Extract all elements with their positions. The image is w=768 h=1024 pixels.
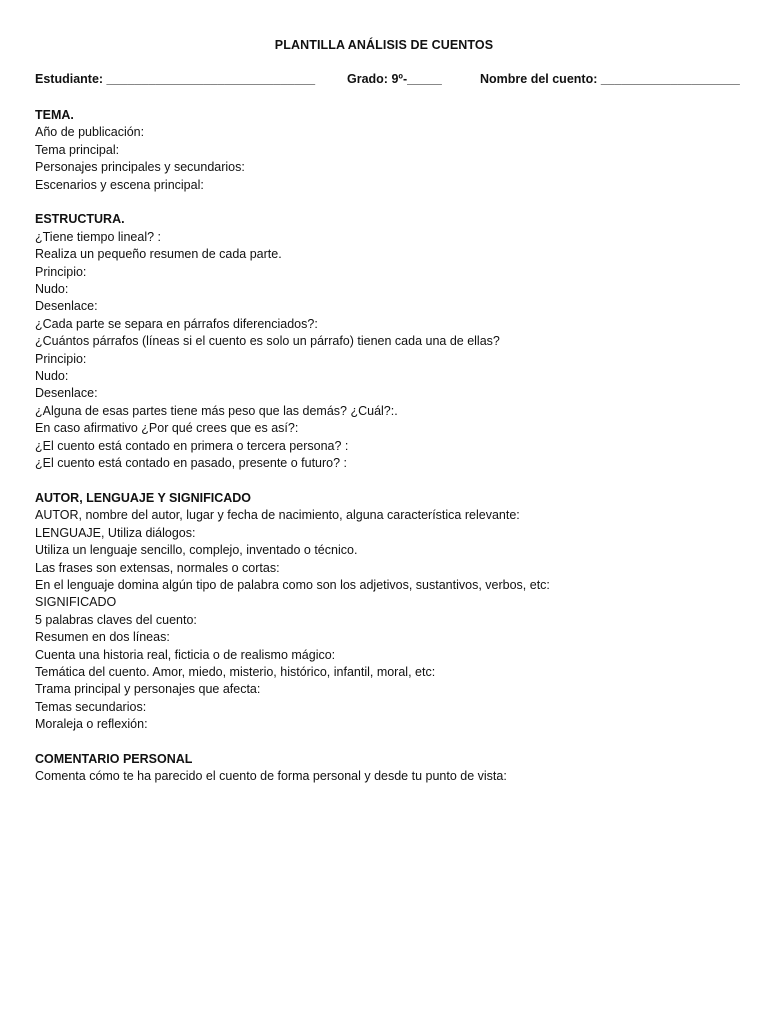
form-line: Nudo: (35, 369, 69, 384)
form-line: ¿Alguna de esas partes tiene más peso que las demás? ¿Cuál?:. (35, 403, 398, 418)
form-line: Principio: (35, 351, 87, 366)
section-estructura (35, 211, 735, 472)
form-line: Principio: (35, 264, 87, 279)
form-line: Desenlace: (35, 299, 98, 314)
form-line: Personajes principales y secundarios: (35, 160, 245, 175)
section-heading: COMENTARIO PERSONAL (35, 751, 193, 766)
form-line: En caso afirmativo ¿Por qué crees que es así?: (35, 421, 299, 436)
form-line: 5 palabras claves del cuento: (35, 612, 197, 627)
form-line: AUTOR, nombre del autor, lugar y fecha de nacimiento, alguna característica relevante: (35, 508, 520, 523)
form-line: ¿Cada parte se separa en párrafos diferenciados?: (35, 316, 318, 331)
form-line: Desenlace: (35, 386, 98, 401)
section-heading: TEMA. (35, 108, 74, 122)
form-line: Utiliza un lenguaje sencillo, complejo, inventado o técnico. (35, 543, 358, 558)
document-title: PLANTILLA ANÁLISIS DE CUENTOS (274, 38, 494, 52)
form-line: Moraleja o reflexión: (35, 717, 148, 732)
section-autor-lenguaje-significado (35, 490, 735, 734)
form-line: SIGNIFICADO (35, 595, 117, 610)
form-line: ¿El cuento está contado en pasado, presente o futuro? : (35, 456, 348, 471)
form-line: Temática del cuento. Amor, miedo, misterio, histórico, infantil, moral, etc: (35, 664, 436, 679)
section-heading: ESTRUCTURA. (35, 212, 125, 227)
section-comentario-personal (35, 751, 735, 786)
section-tema (35, 107, 735, 194)
form-line: Cuenta una historia real, ficticia o de realismo mágico: (35, 647, 336, 662)
form-line: Las frases son extensas, normales o cortas: (35, 560, 280, 575)
form-line: Nudo: (35, 282, 69, 297)
section-heading: AUTOR, LENGUAJE Y SIGNIFICADO (35, 490, 252, 505)
story-name-field: Nombre del cuento: ____________________ (480, 72, 740, 86)
form-line: Tema principal: (35, 142, 120, 157)
form-line: LENGUAJE, Utiliza diálogos: (35, 525, 196, 540)
form-line: Realiza un pequeño resumen de cada parte. (35, 247, 282, 262)
student-field: Estudiante: ______________________________ (35, 72, 316, 86)
form-line: Temas secundarios: (35, 699, 147, 714)
document-body (35, 107, 735, 803)
form-line: Trama principal y personajes que afecta: (35, 682, 261, 697)
grade-field: Grado: 9º-_____ (347, 72, 442, 86)
form-line: ¿Cuántos párrafos (líneas si el cuento es solo un párrafo) tienen cada una de ellas? (35, 334, 500, 349)
form-line: Comenta cómo te ha parecido el cuento de forma personal y desde tu punto de vista: (35, 769, 507, 784)
form-line: Escenarios y escena principal: (35, 177, 204, 192)
form-line: Año de publicación: (35, 125, 145, 140)
form-line: Resumen en dos líneas: (35, 630, 170, 645)
form-line: ¿El cuento está contado en primera o tercera persona? : (35, 438, 349, 453)
form-line: ¿Tiene tiempo lineal? : (35, 229, 161, 244)
form-line: En el lenguaje domina algún tipo de palabra como son los adjetivos, sustantivos, verbos, etc: (35, 577, 550, 592)
